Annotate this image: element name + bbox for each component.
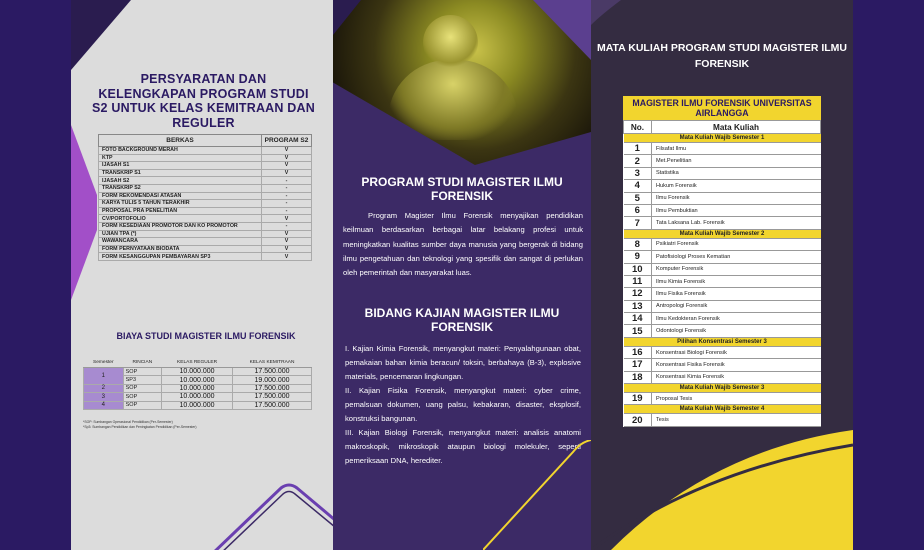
- fee-semester: 3: [84, 393, 124, 401]
- requirement-item: FORM REKOMENDASI ATASAN: [99, 192, 262, 200]
- requirement-row: [99, 147, 312, 155]
- requirement-row: [99, 192, 312, 200]
- course-row: [624, 143, 821, 155]
- requirement-item: PROPOSAL PRA PENELITIAN: [99, 207, 262, 215]
- requirement-check: -: [262, 207, 312, 215]
- fee-reguler: 10.000.000: [162, 368, 233, 376]
- requirement-check: V: [262, 215, 312, 223]
- course-number: 14: [624, 313, 652, 325]
- course-row: [624, 180, 821, 192]
- requirement-check: -: [262, 200, 312, 208]
- corner-decoration: [71, 0, 131, 70]
- requirement-check: V: [262, 154, 312, 162]
- requirement-item: KARYA TULIS 5 TAHUN TERAKHIR: [99, 200, 262, 208]
- semester-header-row: [624, 384, 821, 393]
- semester-header-row: [624, 134, 821, 143]
- fields-title: BIDANG KAJIAN MAGISTER ILMU FORENSIK: [364, 306, 560, 334]
- courses-table-wrapper: [623, 96, 821, 427]
- requirement-check: -: [262, 184, 312, 192]
- field-item: II. Kajian Fisika Forensik, menyangkut materi: cyber crime, pemalsuan dokumen, uang palsu, kebakaran, disaster, eksplosif, konstruksi bangunan.: [345, 386, 581, 423]
- course-name: Konsentrasi Biologi Forensik: [652, 346, 821, 358]
- fee-header-semester: Semester: [84, 358, 124, 368]
- course-number: 7: [624, 217, 652, 229]
- req-header-program: PROGRAM S2: [262, 135, 312, 147]
- semester-header-row: [624, 337, 821, 346]
- requirement-item: IJASAH S1: [99, 162, 262, 170]
- course-row: [624, 325, 821, 337]
- course-number: 17: [624, 359, 652, 371]
- fee-reguler: 10.000.000: [162, 384, 233, 392]
- course-number: 15: [624, 325, 652, 337]
- requirement-check: V: [262, 169, 312, 177]
- requirement-row: [99, 245, 312, 253]
- top-curve-decoration: [591, 0, 853, 40]
- course-row: [624, 313, 821, 325]
- course-number: 2: [624, 155, 652, 167]
- fee-reguler: 10.000.000: [162, 393, 233, 401]
- program-panel: [333, 0, 591, 550]
- course-row: [624, 393, 821, 405]
- photo-figure-body: [388, 60, 518, 140]
- requirement-item: UJIAN TPA (*): [99, 230, 262, 238]
- requirement-row: [99, 154, 312, 162]
- course-number: 20: [624, 414, 652, 426]
- courses-panel: [591, 0, 853, 550]
- course-name: Filsafat Ilmu: [652, 143, 821, 155]
- requirements-table: [98, 134, 312, 261]
- program-intro: Program Magister Ilmu Forensik menyajikan pendidikan keilmuan berdasarkan berbagai latar belakang profesi untuk meningkatkan kualitas sumber daya manusia yang bergerak di bidang ilmu pengetahuan dan teknologi yang spesifik dan sangat di perlukan oleh pemerintah dan masyarakat luas.: [343, 211, 583, 278]
- semester-label: Mata Kuliah Wajib Semester 3: [624, 384, 821, 393]
- courses-table-title: MAGISTER ILMU FORENSIK UNIVERSITAS AIRLANGGA: [623, 96, 821, 120]
- course-name: Tesis: [652, 414, 821, 426]
- fee-reguler: 10.000.000: [162, 376, 233, 384]
- course-number: 5: [624, 192, 652, 204]
- course-number: 13: [624, 300, 652, 312]
- fee-header-reguler: KELAS REGULER: [162, 358, 233, 368]
- photo-figure-head: [423, 15, 478, 70]
- requirement-row: [99, 169, 312, 177]
- requirement-item: CV/PORTOFOLIO: [99, 215, 262, 223]
- fee-kemitraan: 19.000.000: [233, 376, 312, 384]
- course-row: [624, 275, 821, 287]
- requirement-row: [99, 184, 312, 192]
- purple-accent-stripe: [71, 125, 97, 300]
- fee-rincian: SOP: [123, 368, 161, 376]
- requirement-item: FORM PERNYATAAN BIODATA: [99, 245, 262, 253]
- courses-title: MATA KULIAH PROGRAM STUDI MAGISTER ILMU FORENSIK: [596, 42, 848, 70]
- course-number: 18: [624, 371, 652, 383]
- semester-label: Pilihan Konsentrasi Semester 3: [624, 337, 821, 346]
- requirements-panel: [71, 0, 333, 550]
- fee-row: [84, 368, 312, 376]
- fee-header-rincian: RINCIAN: [123, 358, 161, 368]
- fee-rincian: SOP: [123, 384, 161, 392]
- semester-label: Mata Kuliah Wajib Semester 4: [624, 405, 821, 414]
- course-row: [624, 155, 821, 167]
- field-item: III. Kajian Biologi Forensik, menyangkut materi: analisis anatomi makroskopik, mikroskopik ataupun biologi molekuler, seperti pemeriksaan DNA, herediter.: [345, 428, 581, 465]
- requirement-row: [99, 222, 312, 230]
- bottom-line-decoration: [211, 480, 333, 550]
- fee-title: BIAYA STUDI MAGISTER ILMU FORENSIK: [116, 331, 296, 341]
- requirements-title: PERSYARATAN DAN KELENGKAPAN PROGRAM STUDI S2 UNTUK KELAS KEMITRAAN DAN REGULER: [92, 72, 315, 130]
- course-number: 19: [624, 393, 652, 405]
- fee-note-sp3: *Sp3: Sumbangan Pendidikan dan Peningkatan Pendidikan (Per-Semester): [83, 424, 197, 429]
- course-row: [624, 359, 821, 371]
- fee-kemitraan: 17.500.000: [233, 393, 312, 401]
- requirement-check: V: [262, 238, 312, 246]
- semester-header-row: [624, 229, 821, 238]
- course-name: Ilmu Pembuktian: [652, 204, 821, 216]
- requirement-row: [99, 253, 312, 261]
- yellow-line-decoration: [483, 440, 591, 550]
- course-number: 12: [624, 288, 652, 300]
- course-name: Konsentrasi Kimia Forensik: [652, 371, 821, 383]
- course-number: 9: [624, 251, 652, 263]
- course-name: Konsentrasi Fisika Forensik: [652, 359, 821, 371]
- requirement-check: V: [262, 253, 312, 261]
- course-name: Proposal Tesis: [652, 393, 821, 405]
- courses-table: [623, 120, 821, 427]
- program-title: PROGRAM STUDI MAGISTER ILMU FORENSIK: [361, 175, 563, 203]
- fee-semester: 4: [84, 401, 124, 409]
- course-row: [624, 167, 821, 179]
- requirement-item: FOTO BACKGROUND MERAH: [99, 147, 262, 155]
- course-row: [624, 288, 821, 300]
- course-number: 11: [624, 275, 652, 287]
- requirement-check: -: [262, 222, 312, 230]
- course-row: [624, 238, 821, 250]
- course-number: 4: [624, 180, 652, 192]
- requirement-row: [99, 200, 312, 208]
- course-name: Patofisiologi Proses Kematian: [652, 251, 821, 263]
- fee-kemitraan: 17.500.000: [233, 401, 312, 409]
- field-item: I. Kajian Kimia Forensik, menyangkut materi: Penyalahgunaan obat, pemakaian bahan kimia beracun/ toksin, berbahaya (B-3), explosive materials, pencemaran lingkungan.: [345, 344, 581, 381]
- fee-notes: [83, 420, 283, 429]
- requirement-item: WAWANCARA: [99, 238, 262, 246]
- course-name: Psikiatri Forensik: [652, 238, 821, 250]
- requirement-row: [99, 238, 312, 246]
- req-header-berkas: BERKAS: [99, 135, 262, 147]
- fee-rincian: SP3: [123, 376, 161, 384]
- requirement-check: V: [262, 147, 312, 155]
- requirement-check: -: [262, 192, 312, 200]
- requirement-check: V: [262, 230, 312, 238]
- fee-rincian: SOP: [123, 401, 161, 409]
- fee-row: [84, 393, 312, 401]
- course-name: Tata Laksana Lab. Forensik: [652, 217, 821, 229]
- fee-row: [84, 384, 312, 392]
- course-name: Ilmu Kedokteran Forensik: [652, 313, 821, 325]
- fee-semester: 1: [84, 368, 124, 385]
- fee-rincian: SOP: [123, 393, 161, 401]
- requirement-item: IJASAH S2: [99, 177, 262, 185]
- requirement-item: KTP: [99, 154, 262, 162]
- requirement-item: FORM KESEDIAAN PROMOTOR DAN KO PROMOTOR: [99, 222, 262, 230]
- requirement-row: [99, 207, 312, 215]
- course-number: 16: [624, 346, 652, 358]
- course-name: Ilmu Forensik: [652, 192, 821, 204]
- course-number: 8: [624, 238, 652, 250]
- semester-label: Mata Kuliah Wajib Semester 2: [624, 229, 821, 238]
- requirement-item: TRANSKRIP S2: [99, 184, 262, 192]
- course-name: Komputer Forensik: [652, 263, 821, 275]
- fee-reguler: 10.000.000: [162, 401, 233, 409]
- fee-kemitraan: 17.500.000: [233, 368, 312, 376]
- course-name: Statistika: [652, 167, 821, 179]
- fee-note-sop: *SOP: Sumbangan Operasional Pendidikan (Per-Semester): [83, 420, 173, 424]
- course-name: Hukum Forensik: [652, 180, 821, 192]
- requirement-check: V: [262, 245, 312, 253]
- course-name: Odontologi Forensik: [652, 325, 821, 337]
- fee-header-kemitraan: KELAS KEMITRAAN: [233, 358, 312, 368]
- course-number: 3: [624, 167, 652, 179]
- course-row: [624, 371, 821, 383]
- course-row: [624, 263, 821, 275]
- course-number: 10: [624, 263, 652, 275]
- courses-header-no: No.: [624, 121, 652, 134]
- fee-row: [84, 401, 312, 409]
- course-name: Antropologi Forensik: [652, 300, 821, 312]
- course-row: [624, 217, 821, 229]
- requirement-check: -: [262, 177, 312, 185]
- course-row: [624, 251, 821, 263]
- fee-kemitraan: 17.500.000: [233, 384, 312, 392]
- requirement-row: [99, 230, 312, 238]
- courses-header-course: Mata Kuliah: [652, 121, 821, 134]
- forensic-lab-photo: [333, 0, 591, 165]
- course-row: [624, 192, 821, 204]
- course-row: [624, 204, 821, 216]
- course-row: [624, 300, 821, 312]
- requirement-item: FORM KESANGGUPAN PEMBAYARAN SP3: [99, 253, 262, 261]
- requirement-item: TRANSKRIP S1: [99, 169, 262, 177]
- yellow-wave-decoration: [591, 410, 853, 550]
- requirement-check: V: [262, 162, 312, 170]
- course-name: Ilmu Kimia Forensik: [652, 275, 821, 287]
- fee-table: [83, 358, 312, 410]
- course-number: 6: [624, 204, 652, 216]
- requirement-row: [99, 162, 312, 170]
- semester-label: Mata Kuliah Wajib Semester 1: [624, 134, 821, 143]
- requirement-row: [99, 177, 312, 185]
- course-row: [624, 346, 821, 358]
- fee-semester: 2: [84, 384, 124, 392]
- course-name: Met.Penelitian: [652, 155, 821, 167]
- course-name: Ilmu Fisika Forensik: [652, 288, 821, 300]
- course-number: 1: [624, 143, 652, 155]
- requirement-row: [99, 215, 312, 223]
